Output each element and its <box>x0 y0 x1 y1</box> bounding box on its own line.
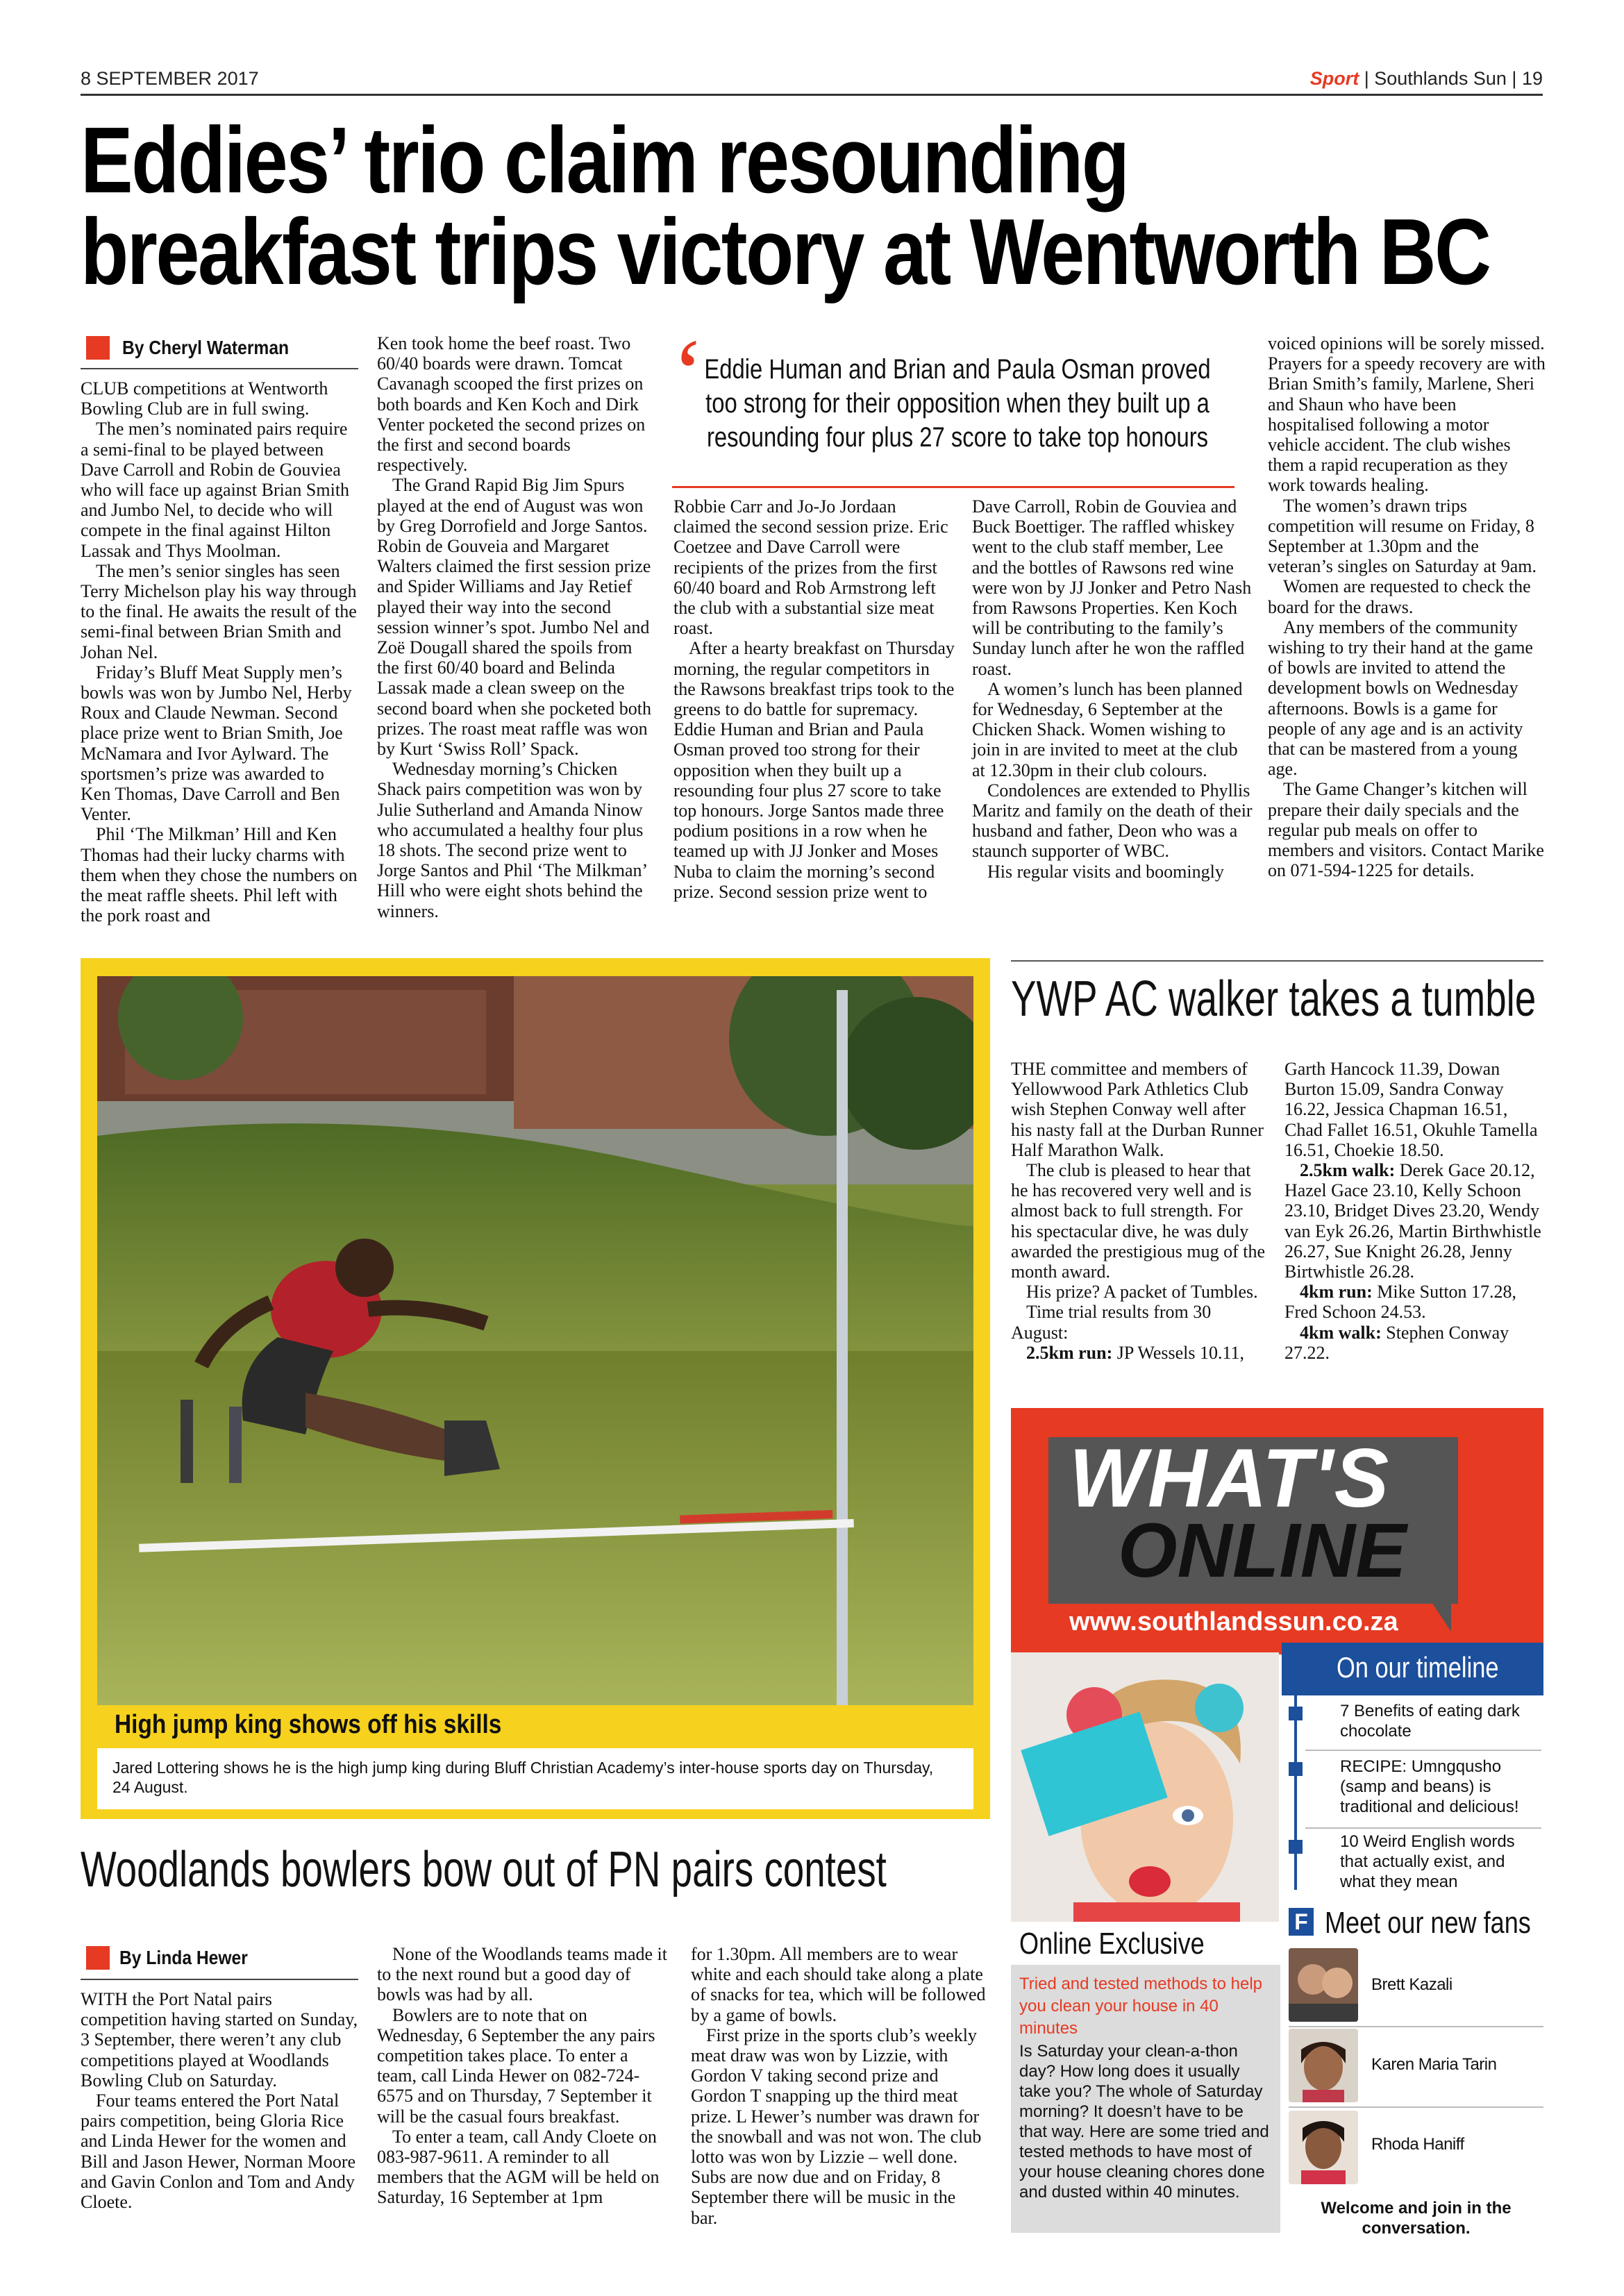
paragraph: The women’s drawn trips competition will resume on Friday, 8 September at 1.30pm and the veteran’s singles on Saturday at 9am. <box>1268 495 1537 577</box>
fan-divider <box>1289 2026 1543 2027</box>
fans-title: Meet our new fans <box>1325 1906 1531 1940</box>
paragraph: WITH the Port Natal pairs competition having started on Sunday, 3 September, there weren’t any club competitions played at Woodlands Bowling Club on Saturday. <box>81 1989 358 2090</box>
online-exclusive-text: Is Saturday your clean-a-thon day? How long does it usually take you? The whole of Saturday morning? It doesn’t have to be that way. Here are some tried and tested methods to have most of your house cleaning chores done and dusted within 40 minutes. <box>1019 2042 1269 2202</box>
ywp-walk25-label: 2.5km walk: <box>1300 1160 1396 1181</box>
timeline-bullet <box>1289 1840 1303 1854</box>
ywp-walk4-label: 4km walk: <box>1300 1322 1382 1343</box>
ywp-walk25-text: Derek Gace 20.12, Hazel Gace 23.10, Kelly Schoon 23.10, Bridget Dives 23.20, Wendy van Eyk 26.26, Martin Birthwhistle 26.27, Sue Knight 26.28, Jenny Birtwhistle 26.28. <box>1284 1160 1541 1282</box>
timeline-divider <box>1305 1750 1541 1751</box>
woodlands-column-1 <box>81 1989 358 2212</box>
fan-avatar <box>1289 1948 1358 2022</box>
fan-name-1[interactable]: Brett Kazali <box>1371 1975 1453 1994</box>
ywp-run25-label: 2.5km run: <box>1026 1342 1113 1363</box>
pullquote: Eddie Human and Brian and Paula Osman proved too strong for their opposition when they built up a resounding four plus 27 score to take top honours <box>704 354 1211 453</box>
fan-avatar <box>1289 2029 1358 2102</box>
ywp-col2-lead: Garth Hancock 11.39, Dowan Burton 15.09, Sandra Conway 16.22, Jessica Chapman 16.51, Chad Fallet 16.51, Okuhle Tamella 16.51, Choekie 18.50. <box>1284 1059 1538 1160</box>
paragraph: Condolences are extended to Phyllis Maritz and family on the death of their husband and father, Deon who was a staunch supporter of WBC. <box>972 780 1253 862</box>
lead-column-4 <box>972 496 1253 882</box>
lead-headline-line-2: breakfast trips victory at Wentworth BC <box>81 199 1490 304</box>
paragraph: First prize in the sports club’s weekly meat draw was won by Lizzie, with Gordon V taking second prize and Gordon T snapping up the third meat prize. L Hewer’s number was drawn for the snowball and was not won. The club lotto was won by Lizzie – well done. Subs are now due and on Friday, 8 September there will be music in the bar. <box>691 2025 982 2228</box>
folio-page: 19 <box>1521 68 1543 89</box>
paragraph: To enter a team, call Andy Cloete on 083-987-9611. A reminder to all members that the AGM will be held on Saturday, 16 September at 1pm <box>377 2126 660 2208</box>
top-rule <box>81 94 1543 96</box>
whats-online-line-2: ONLINE <box>1118 1508 1407 1593</box>
timeline-item-1[interactable]: 7 Benefits of eating dark chocolate <box>1340 1702 1520 1741</box>
folio-separator-2: | <box>1512 68 1517 89</box>
paragraph: Friday’s Bluff Meat Supply men’s bowls was won by Jumbo Nel, Herby Roux and Claude Newman. Second place prize went to Brian Smith, Joe McNamara and Ivor Aylward. The sportsmen’s prize was awarded to Ken Thomas, Dave Carroll and Ben Venter. <box>81 662 352 825</box>
woodlands-column-2 <box>377 1944 672 2208</box>
paragraph: The club is pleased to hear that he has recovered very well and is almost back to full strength. For his spectacular dive, he was duly awarded the prestigious mug of the month award. <box>1011 1160 1266 1282</box>
photo-caption-title: High jump king shows off his skills <box>115 1710 502 1739</box>
timeline-divider <box>1305 1827 1541 1829</box>
online-exclusive-title: Online Exclusive <box>1019 1927 1205 1961</box>
section-rule <box>1011 960 1543 962</box>
paragraph: Dave Carroll, Robin de Gouviea and Buck Boettiger. The raffled whiskey went to the club staff member, Lee and the bottles of Rawsons red wine were won by JJ Jonker and Petro Nash from Rawsons Properties. Ken Koch will be contributing to the family’s Sunday lunch after he won the raffled roast. <box>972 496 1252 679</box>
paragraph: The men’s nominated pairs require a semi-final to be played between Dave Carroll and Robin de Gouviea who will face up against Brian Smith and Jumbo Nel, to decide who will compete in the final against Hilton Lassak and Thys Moolman. <box>81 419 350 561</box>
woodlands-column-3 <box>691 1944 986 2228</box>
paragraph: The men’s senior singles has seen Terry Michelson play his way through to the final. He awaits the result of the semi-final between Brian Smith and Johan Nel. <box>81 560 357 662</box>
timeline-item-3[interactable]: 10 Weird English words that actually exist, and what they mean <box>1340 1832 1515 1891</box>
ywp-run4-text: Mike Sutton 17.28, Fred Schoon 24.53. <box>1284 1282 1517 1323</box>
paragraph: Any members of the community wishing to try their hand at the game of bowls are invited to attend the development bowls on Wednesday afternoons. Bowls is a game for people of any age and is an activity that can be mastered from a young age. <box>1268 617 1533 780</box>
paragraph: A women’s lunch has been planned for Wednesday, 6 September at the Chicken Shack. Women wishing to join in are invited to meet at the club at 12.30pm in their club colours. <box>972 678 1243 780</box>
ywp-column-1-paragraphs <box>1011 1059 1268 1343</box>
paragraph: voiced opinions will be sorely missed. Prayers for a speedy recovery are with Brian Smith’s family, Marlene, Sheri and Shaun who have been hospitalised following a motor vehicle accident. The club wishes them a rapid recuperation as they work towards healing. <box>1268 333 1546 496</box>
paragraph: Time trial results from 30 August: <box>1011 1302 1212 1343</box>
pullquote-rule <box>672 486 1234 488</box>
byline-rule <box>81 368 358 369</box>
speech-bubble-tail <box>1423 1590 1451 1632</box>
woman-illustration <box>1011 1652 1279 1937</box>
lead-byline: By Cheryl Waterman <box>122 337 290 358</box>
ywp-column-2 <box>1284 1059 1543 1363</box>
ywp-run25-text: JP Wessels 10.11, <box>1112 1342 1245 1363</box>
website-link[interactable]: www.southlandssun.co.za <box>1069 1607 1398 1636</box>
cleaning-woman-photo <box>1011 1652 1279 1937</box>
paragraph: Phil ‘The Milkman’ Hill and Ken Thomas had their lucky charms with them when they chose the numbers on the meat raffle sheets. Phil left with the pork roast and <box>81 824 358 926</box>
paragraph: The Grand Rapid Big Jim Spurs played at the end of August was won by Greg Dorrofield and Jorge Santos. Robin de Gouveia and Margaret Walters claimed the first session prize and Spider Williams and Jay Retief played their way into the second session winner’s spot. Jumbo Nel and Zoë Dougall shared the spoils from the first 60/40 board and Belinda Lassak made a clean sweep on the second board when she pocketed both prizes. The roast meat raffle was won by Kurt ‘Swiss Roll’ Spack. <box>377 475 651 760</box>
ywp-run4-label: 4km run: <box>1300 1282 1373 1302</box>
high-jump-photo <box>97 976 973 1705</box>
woodlands-headline: Woodlands bowlers bow out of PN pairs contest <box>81 1842 887 1897</box>
byline-marker <box>86 336 110 360</box>
woodlands-byline-rule <box>81 1979 358 1980</box>
paragraph: for 1.30pm. All members are to wear white and each should take along a plate of snacks for tea, which will be followed by a game of bowls. <box>691 1944 986 2025</box>
fan-divider <box>1289 2106 1543 2108</box>
paragraph: None of the Woodlands teams made it to the next round but a good day of bowls was had by all. <box>377 1944 668 2005</box>
folio-date: 8 SEPTEMBER 2017 <box>81 68 259 89</box>
facebook-icon: F <box>1289 1908 1314 1936</box>
paragraph: Robbie Carr and Jo-Jo Jordaan claimed the second session prize. Eric Coetzee and Dave Carroll were recipients of the prizes from the first 60/40 board and Rob Armstrong left the club with a substantial size meat roast. <box>673 496 948 639</box>
paragraph: Bowlers are to note that on Wednesday, 6 September the any pairs competition takes place. To enter a team, call Linda Hewer on 082-724-6575 and on Thursday, 7 September it will be the casual fours breakfast. <box>377 2004 655 2127</box>
paragraph: CLUB competitions at Wentworth Bowling Club are in full swing. <box>81 378 328 419</box>
paragraph: Women are requested to check the board for the draws. <box>1268 576 1531 617</box>
fan-avatar <box>1289 2111 1358 2184</box>
paragraph: The Game Changer’s kitchen will prepare their daily specials and the regular pub meals on offer to members and visitors. Contact Marike on 071-594-1225 for details. <box>1268 779 1544 881</box>
folio-separator: | <box>1364 68 1369 89</box>
woodlands-byline: By Linda Hewer <box>119 1947 248 1968</box>
high-jump-illustration <box>97 976 973 1705</box>
folio-right <box>1310 68 1543 90</box>
timeline-line <box>1294 1695 1297 1890</box>
photo-caption-text: Jared Lottering shows he is the high jump king during Bluff Christian Academy’s inter-house sports day on Thursday, 24 August. <box>112 1759 934 1796</box>
paragraph: THE committee and members of Yellowwood Park Athletics Club wish Stephen Conway well after his nasty fall at the Durban Runner Half Marathon Walk. <box>1011 1059 1264 1160</box>
lead-column-5 <box>1268 333 1546 880</box>
timeline-item-2[interactable]: RECIPE: Umngqusho (samp and beans) is traditional and delicious! <box>1340 1757 1519 1816</box>
woodlands-byline-marker <box>86 1946 110 1970</box>
timeline-bullet <box>1289 1707 1303 1720</box>
lead-column-3 <box>673 496 955 902</box>
ywp-headline: YWP AC walker takes a tumble <box>1011 971 1537 1027</box>
paragraph: Four teams entered the Port Natal pairs competition, being Gloria Rice and Linda Hewer for the women and Bill and Jason Hewer, Norman Moore and Gavin Conlon and Tom and Andy Cloete. <box>81 2090 356 2213</box>
timeline-title: On our timeline <box>1337 1651 1499 1684</box>
lead-headline <box>81 108 1490 304</box>
pullquote-mark: ‘ <box>672 319 705 427</box>
welcome-message: Welcome and join in the conversation. <box>1321 2199 1512 2238</box>
fan-name-2[interactable]: Karen Maria Tarin <box>1371 2055 1497 2074</box>
fan-name-3[interactable]: Rhoda Haniff <box>1371 2135 1464 2154</box>
online-exclusive-headline[interactable]: Tried and tested methods to help you clean your house in 40 minutes <box>1019 1975 1262 2038</box>
ywp-column-1 <box>1011 1059 1268 1363</box>
folio-paper: Southlands Sun <box>1374 68 1507 89</box>
timeline-bullet <box>1289 1762 1303 1776</box>
paragraph: Wednesday morning’s Chicken Shack pairs competition was won by Julie Sutherland and Amanda Ninow who accumulated a healthy four plus 18 shots. The second prize went to Jorge Santos and Phil ‘The Milkman’ Hill who were eight shots behind the winners. <box>377 759 647 921</box>
lead-column-1 <box>81 378 358 925</box>
ywp-walk4-text: Stephen Conway 27.22. <box>1284 1322 1509 1363</box>
paragraph: His regular visits and boomingly <box>987 861 1224 882</box>
lead-column-2 <box>377 333 655 921</box>
lead-headline-line-1: Eddies’ trio claim resounding <box>81 108 1128 212</box>
paragraph: Ken took home the beef roast. Two 60/40 boards were drawn. Tomcat Cavanagh scooped the first prizes on both boards and Ken Koch and Dirk Venter pocketed the second prizes on the first and second boards respectively. <box>377 333 646 476</box>
paragraph: His prize? A packet of Tumbles. <box>1026 1282 1258 1302</box>
folio-section: Sport <box>1309 68 1359 89</box>
paragraph: After a hearty breakfast on Thursday morning, the regular competitors in the Rawsons breakfast trips took to the greens to do battle for supremacy. Eddie Human and Brian and Paula Osman proved too strong for their opposition when they built up a resounding four plus 27 score to take top honours. Jorge Santos made three podium positions in a row when he teamed up with JJ Jonker and Moses Nuba to claim the morning’s second prize. Second session prize went to <box>673 638 955 902</box>
whats-online-line-1: WHAT'S <box>1069 1432 1391 1525</box>
